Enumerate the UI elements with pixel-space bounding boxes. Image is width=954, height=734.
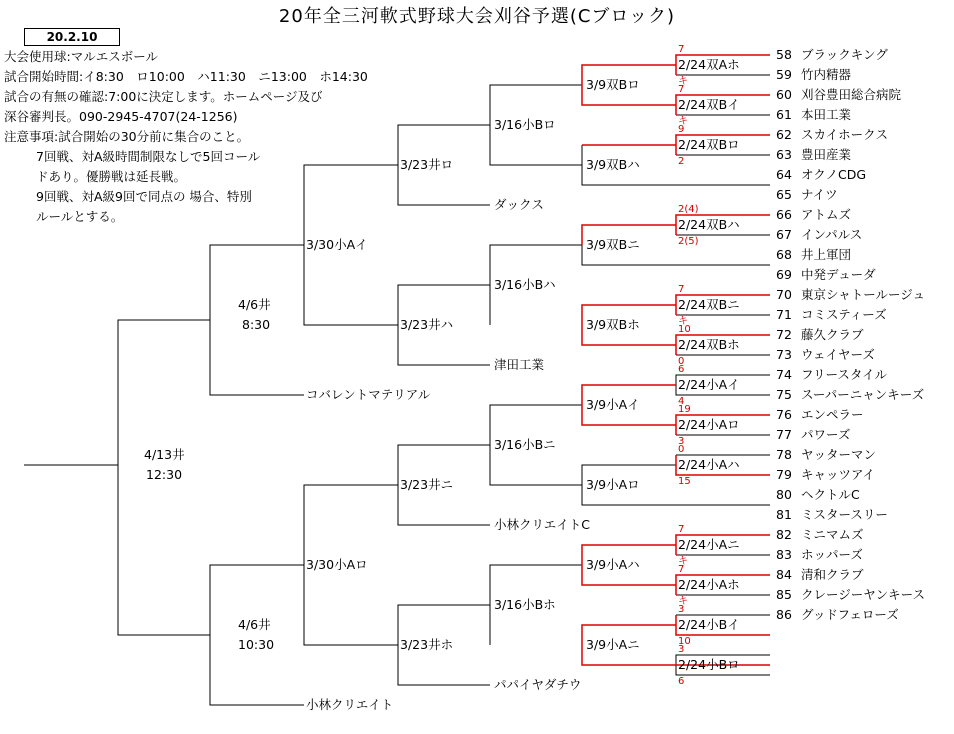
r2-label: 3/9双Bロ bbox=[586, 77, 640, 92]
score: キ bbox=[678, 316, 688, 327]
score: 2(5) bbox=[678, 236, 699, 247]
team-number: 81 bbox=[776, 507, 792, 522]
r1-label: 2/24小Aハ bbox=[678, 457, 740, 472]
team-name: フリースタイル bbox=[801, 367, 888, 382]
team-name: ヘクトルC bbox=[801, 487, 860, 502]
team-name: ヤッターマン bbox=[801, 447, 877, 462]
note-start-times: 試合開始時間:イ8:30 ロ10:00 ハ11:30 ニ13:00 ホ14:30 bbox=[4, 69, 368, 84]
r6-time: 8:30 bbox=[242, 317, 271, 332]
team-name: ウェイヤーズ bbox=[801, 347, 875, 362]
score: 4 bbox=[678, 396, 685, 407]
r3-label: 3/16小Bニ bbox=[494, 437, 556, 452]
team-name: スーパーニャンキーズ bbox=[801, 387, 925, 402]
r4-label: 3/23井ハ bbox=[400, 317, 454, 332]
team-name: オクノCDG bbox=[801, 167, 867, 182]
r5-bye: 小林クリエイト bbox=[306, 697, 394, 712]
team-name: アトムズ bbox=[801, 207, 852, 222]
r4-bye: 小林クリエイトC bbox=[494, 517, 590, 532]
r1-label: 2/24小Aニ bbox=[678, 537, 740, 552]
team-name: 東京シャトールージュ bbox=[801, 287, 926, 302]
r2-label: 3/9小Aハ bbox=[586, 557, 640, 572]
team-number: 60 bbox=[776, 87, 792, 102]
r1-label: 2/24双Bホ bbox=[678, 337, 740, 352]
r4-label: 3/23井ホ bbox=[400, 637, 454, 652]
team-name: コミスティーズ bbox=[801, 307, 887, 322]
note-rule-7b: ドあり。優勝戦は延長戦。 bbox=[36, 169, 187, 184]
team-name: 清和クラブ bbox=[801, 567, 864, 582]
team-number: 79 bbox=[776, 467, 792, 482]
score: 6 bbox=[678, 676, 685, 687]
r1-label: 2/24双Bロ bbox=[678, 137, 740, 152]
team-name: グッドフェローズ bbox=[801, 607, 899, 622]
note-confirm: 試合の有無の確認:7:00に決定します。ホームページ及び bbox=[4, 89, 323, 104]
team-number: 85 bbox=[776, 587, 792, 602]
r4-bye: ダックス bbox=[494, 197, 544, 212]
score: キ bbox=[678, 116, 688, 127]
r1-label: 2/24小Aイ bbox=[678, 377, 740, 392]
team-name: ナイツ bbox=[801, 187, 838, 202]
r2-label: 3/9小Aロ bbox=[586, 477, 640, 492]
team-number: 77 bbox=[776, 427, 792, 442]
team-number: 64 bbox=[776, 167, 792, 182]
team-name: パワーズ bbox=[801, 427, 851, 442]
team-name: ホッパーズ bbox=[801, 547, 863, 562]
team-number: 59 bbox=[776, 67, 792, 82]
team-number: 75 bbox=[776, 387, 792, 402]
r1-label: 2/24小Bロ bbox=[678, 657, 740, 672]
score: 0 bbox=[678, 444, 685, 455]
team-number: 66 bbox=[776, 207, 792, 222]
team-number: 68 bbox=[776, 247, 792, 262]
team-name: 本田工業 bbox=[801, 107, 852, 122]
team-name: 中発デューダ bbox=[801, 267, 876, 282]
r3-label: 3/16小Bハ bbox=[494, 277, 556, 292]
team-number: 67 bbox=[776, 227, 792, 242]
final-date: 4/13井 bbox=[144, 447, 185, 462]
score: 3 bbox=[678, 644, 685, 655]
team-number: 82 bbox=[776, 527, 792, 542]
team-name: ブラックキング bbox=[801, 47, 888, 62]
score: 15 bbox=[678, 476, 691, 487]
r5-label: 3/30小Aロ bbox=[306, 557, 368, 572]
team-name: キャッツアイ bbox=[801, 467, 875, 482]
r4-label: 3/23井ニ bbox=[400, 477, 454, 492]
r4-label: 3/23井ロ bbox=[400, 157, 454, 172]
score: 6 bbox=[678, 364, 685, 375]
r2-label: 3/9双Bニ bbox=[586, 237, 640, 252]
team-number: 69 bbox=[776, 267, 792, 282]
r1-label: 2/24小Aロ bbox=[678, 417, 740, 432]
team-name: 竹内精器 bbox=[801, 67, 852, 82]
team-number: 72 bbox=[776, 327, 792, 342]
score: 2 bbox=[678, 156, 685, 167]
r4-bye: 津田工業 bbox=[494, 357, 545, 372]
team-name: クレージーヤンキース bbox=[801, 587, 926, 602]
team-number: 63 bbox=[776, 147, 792, 162]
score: 10 bbox=[678, 324, 691, 335]
team-number: 61 bbox=[776, 107, 792, 122]
team-number: 73 bbox=[776, 347, 792, 362]
team-number: 86 bbox=[776, 607, 792, 622]
team-name: エンペラー bbox=[801, 407, 864, 422]
r1-label: 2/24小Aホ bbox=[678, 577, 740, 592]
r2-label: 3/9小Aニ bbox=[586, 637, 640, 652]
note-rule-9: 9回戦、対A級9回で同点の 場合、特別 bbox=[36, 189, 252, 204]
r6-date: 4/6井 bbox=[238, 297, 271, 312]
score: 7 bbox=[678, 524, 685, 535]
team-number: 58 bbox=[776, 47, 792, 62]
score: 7 bbox=[678, 284, 685, 295]
note-rule-9b: ルールとする。 bbox=[36, 209, 124, 224]
score: 0 bbox=[678, 356, 685, 367]
r3-label: 3/16小Bロ bbox=[494, 117, 556, 132]
team-number: 80 bbox=[776, 487, 792, 502]
team-number: 65 bbox=[776, 187, 792, 202]
team-number: 62 bbox=[776, 127, 792, 142]
date-box: 20.2.10 bbox=[24, 28, 120, 46]
r1-label: 2/24双Aホ bbox=[678, 57, 740, 72]
page-title: 20年全三河軟式野球大会刈谷予選(Cブロック) bbox=[278, 6, 676, 27]
r1-label: 2/24双Bニ bbox=[678, 297, 740, 312]
note-ball: 大会使用球:マルエスボール bbox=[4, 49, 158, 64]
score: 9 bbox=[678, 124, 685, 135]
team-name: インパルス bbox=[801, 227, 863, 242]
team-number: 78 bbox=[776, 447, 792, 462]
note-rule-7: 7回戦、対A級時間制限なしで5回コール bbox=[36, 149, 261, 164]
team-name: 藤久クラブ bbox=[801, 327, 864, 342]
r5-bye: コバレントマテリアル bbox=[306, 387, 431, 402]
r1-label: 2/24小Bイ bbox=[678, 617, 740, 632]
note-caution: 注意事項:試合開始の30分前に集合のこと。 bbox=[4, 129, 250, 144]
score: 2(4) bbox=[678, 204, 699, 215]
team-name: 井上軍団 bbox=[801, 247, 852, 262]
final-time: 12:30 bbox=[146, 467, 183, 482]
score: 7 bbox=[678, 44, 685, 55]
score: 10 bbox=[678, 636, 691, 647]
score: 7 bbox=[678, 84, 685, 95]
r4-bye: パパイヤダチウ bbox=[494, 677, 582, 692]
score: キ bbox=[678, 596, 688, 607]
team-number: 71 bbox=[776, 307, 792, 322]
score: 3 bbox=[678, 436, 685, 447]
r2-label: 3/9小Aイ bbox=[586, 397, 640, 412]
team-number: 74 bbox=[776, 367, 792, 382]
score: 19 bbox=[678, 404, 691, 415]
team-number: 84 bbox=[776, 567, 792, 582]
note-contact: 深谷審判長。090-2945-4707(24-1256) bbox=[4, 109, 238, 124]
team-number: 76 bbox=[776, 407, 792, 422]
team-number: 83 bbox=[776, 547, 792, 562]
r1-label: 2/24双Bハ bbox=[678, 217, 740, 232]
team-name: 刈谷豊田総合病院 bbox=[801, 87, 902, 102]
score: キ bbox=[678, 76, 688, 87]
r1-label: 2/24双Bイ bbox=[678, 97, 740, 112]
r6-time: 10:30 bbox=[238, 637, 275, 652]
r6-date: 4/6井 bbox=[238, 617, 271, 632]
r2-label: 3/9双Bホ bbox=[586, 317, 640, 332]
team-name: ミニマムズ bbox=[801, 527, 864, 542]
score: 7 bbox=[678, 564, 685, 575]
team-name: ミスタースリー bbox=[801, 507, 888, 522]
team-number: 70 bbox=[776, 287, 792, 302]
score: 3 bbox=[678, 604, 685, 615]
team-name: 豊田産業 bbox=[801, 147, 852, 162]
r5-label: 3/30小Aイ bbox=[306, 237, 368, 252]
score: キ bbox=[678, 556, 688, 567]
r3-label: 3/16小Bホ bbox=[494, 597, 556, 612]
r2-label: 3/9双Bハ bbox=[586, 157, 640, 172]
team-name: スカイホークス bbox=[801, 127, 889, 142]
